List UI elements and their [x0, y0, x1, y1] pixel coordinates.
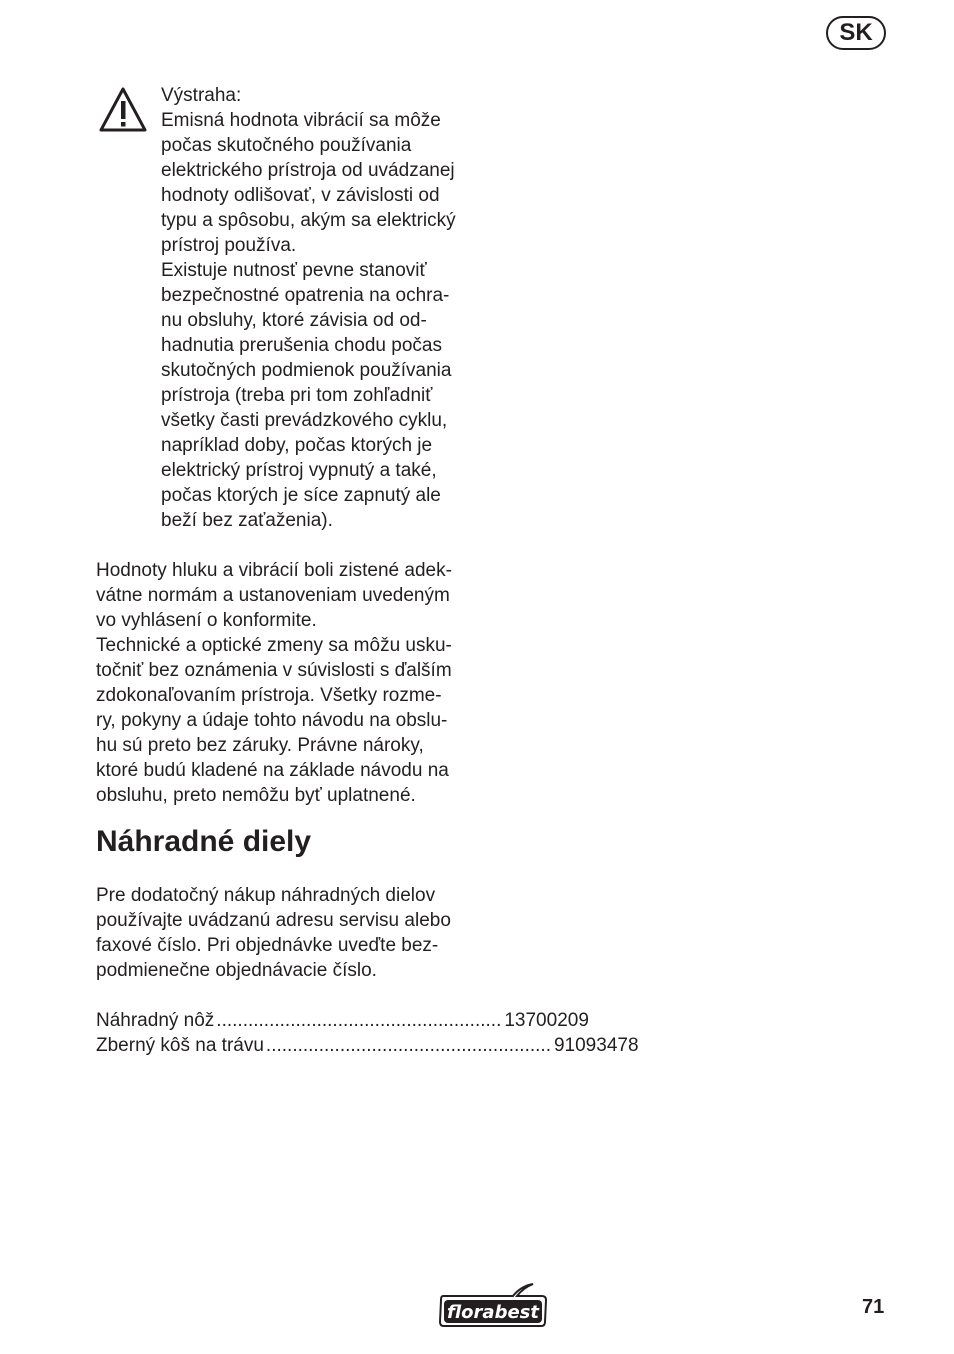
warning-line: prístroja (treba pri tom zohľadniť — [161, 385, 433, 406]
paragraph-line: Technické a optické zmeny sa môžu usku- — [96, 635, 452, 656]
warning-text — [161, 83, 491, 533]
paragraph-line: podmienečne objednávacie číslo. — [96, 960, 377, 981]
warning-triangle-icon — [98, 86, 148, 134]
warning-line: počas skutočného používania — [161, 135, 412, 156]
part-name: Zberný kôš na trávu — [96, 1035, 264, 1056]
warning-line: hodnoty odlišovať, v závislosti od — [161, 185, 440, 206]
warning-line: Emisná hodnota vibrácií sa môže — [161, 110, 441, 131]
warning-line: Existuje nutnosť pevne stanoviť — [161, 260, 427, 281]
warning-line: beží bez zaťaženia). — [161, 510, 333, 531]
paragraph-line: ktoré budú kladené na základe návodu na — [96, 760, 449, 781]
svg-text:florabest: florabest — [447, 1302, 539, 1323]
paragraph-line: Pre dodatočný nákup náhradných dielov — [96, 885, 436, 906]
warning-line: skutočných podmienok používania — [161, 360, 452, 381]
paragraph-line: točniť bez oznámenia v súvislosti s ďalším — [96, 660, 452, 681]
spare-parts-intro — [96, 883, 496, 983]
part-number: 91093478 — [553, 1035, 639, 1056]
noise-vibration-paragraph — [96, 558, 496, 808]
paragraph-line: zdokonaľovaním prístroja. Všetky rozme- — [96, 685, 442, 706]
warning-line: elektrický prístroj vypnutý a také, — [161, 460, 437, 481]
warning-title: Výstraha: — [161, 85, 242, 106]
page-number: 71 — [862, 1296, 885, 1318]
language-badge: SK — [826, 16, 886, 50]
paragraph-line: faxové číslo. Pri objednávke uveďte bez- — [96, 935, 439, 956]
paragraph-line: vátne normám a ustanoveniam uvedeným — [96, 585, 450, 606]
warning-line: prístroj používa. — [161, 235, 297, 256]
paragraph-line: Hodnoty hluku a vibrácií boli zistené adek- — [96, 560, 452, 581]
warning-line: bezpečnostné opatrenia na ochra- — [161, 285, 450, 306]
paragraph-line: ry, pokyny a údaje tohto návodu na obslu- — [96, 710, 448, 731]
part-leader-dots: ...................................................... — [216, 1010, 502, 1031]
warning-line: všetky časti prevádzkového cyklu, — [161, 410, 448, 431]
paragraph-line: obsluhu, preto nemôžu byť uplatnené. — [96, 785, 416, 806]
section-heading: Náhradné diely — [96, 825, 312, 858]
part-row-grass-bag — [96, 1033, 639, 1058]
warning-line: hadnutia prerušenia chodu počas — [161, 335, 442, 356]
florabest-logo — [437, 1282, 549, 1328]
warning-line: elektrického prístroja od uvádzanej — [161, 160, 455, 181]
spare-parts-list — [96, 1008, 639, 1058]
paragraph-line: používajte uvádzanú adresu servisu alebo — [96, 910, 451, 931]
warning-line: typu a spôsobu, akým sa elektrický — [161, 210, 456, 231]
part-leader-dots: ...................................................... — [265, 1035, 551, 1056]
paragraph-line: vo vyhlásení o konformite. — [96, 610, 317, 631]
part-row-blade — [96, 1008, 589, 1033]
part-name: Náhradný nôž — [96, 1010, 215, 1031]
paragraph-line: hu sú preto bez záruky. Právne nároky, — [96, 735, 424, 756]
warning-line: nu obsluhy, ktoré závisia od od- — [161, 310, 427, 331]
warning-line: napríklad doby, počas ktorých je — [161, 435, 433, 456]
warning-line: počas ktorých je síce zapnutý ale — [161, 485, 441, 506]
part-number: 13700209 — [504, 1010, 589, 1031]
